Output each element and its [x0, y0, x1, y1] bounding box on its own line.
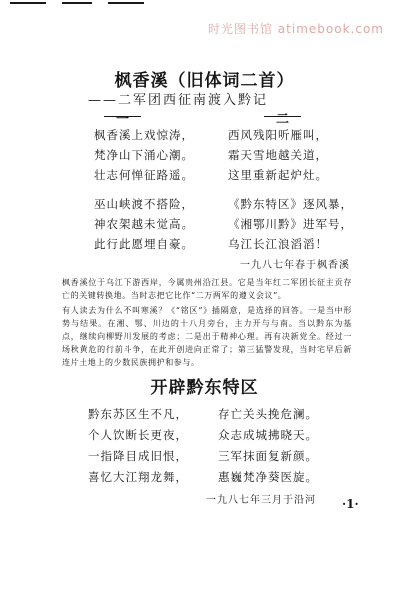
poem-line: 《黔东特区》逐风暴，: [228, 197, 353, 211]
page-number: ·1·: [342, 497, 359, 511]
poem-line: 神农架越未觉高。: [94, 217, 194, 231]
column-heading-1: 一: [116, 108, 129, 127]
poem-line: 个人饮断长更夜，: [88, 428, 188, 442]
poem-line: 霜天雪地越关道，: [228, 148, 328, 162]
poem2-title: 开辟黔东特区: [150, 378, 259, 398]
poem-line: 《湘鄂川黔》进军号，: [228, 217, 353, 231]
poem-line: 这里重新起炉灶。: [228, 168, 328, 182]
poem-line: 一指降目成旧恨，: [88, 449, 188, 463]
poem-line: 惠巍梵净葵医旋。: [218, 470, 318, 484]
poem-line: 枫香溪上戏惊涛，: [94, 128, 194, 142]
poem-line: 存亡关头挽危澜。: [218, 407, 318, 421]
poem-line: 喜忆大江翔龙舞，: [88, 470, 188, 484]
poem-line: 众志成城拂晓天。: [218, 428, 318, 442]
poem-line: 梵净山下涌心潮。: [94, 148, 194, 162]
poem2-date: 一九八七年三月于沿河: [206, 495, 316, 506]
poem-line: 壮志何惮征路遥。: [94, 168, 194, 182]
note-paragraph-2: 有人读去为什么不叫寒溪？《“铭区”》插隔意，是选择的回答。一是当中形势与结果。在湘、鄂、川边的十八月旁台，主力开与与南。当以黔东为基点，继续向柳野川发展的考虑；二是出于精神心理。再有决新党全。经过一场秋黄危的行前斗争，在此开创进向正常了；第三猛警发现，当时宅早后新连片土地上的少数民族拥护和参与。: [62, 306, 352, 367]
poem-line: 西风残阳听雁叫，: [228, 128, 328, 142]
column-heading-2: 二: [276, 108, 289, 127]
poem-line: 巫山峡渡不搭险，: [94, 197, 194, 211]
watermark: 时光图书馆 atimebook.com: [208, 22, 384, 36]
poem-line: 黔东苏区生不凡，: [88, 407, 188, 421]
poem1-date: 一九八七年春于枫香溪: [240, 260, 350, 271]
poem1-subtitle: ——二军团西征南渡入黔记: [88, 93, 269, 108]
poem-line: 此行此愿埋自豪。: [94, 237, 194, 251]
poem1-title: 枫香溪（旧体词二首）: [114, 71, 295, 91]
poem-line: 乌江长江浪滔滔！: [228, 237, 328, 251]
note-paragraph-1: 枫香溪位于乌江下游西岸，今属贵州沿江县。它是当年红二军团长征主贡存亡的关键转换地。当时志把它比作“二万两军的遵义会议”。: [62, 278, 352, 300]
top-edge-marks: [0, 0, 409, 8]
poem-line: 三军抹面复新颜。: [218, 449, 318, 463]
